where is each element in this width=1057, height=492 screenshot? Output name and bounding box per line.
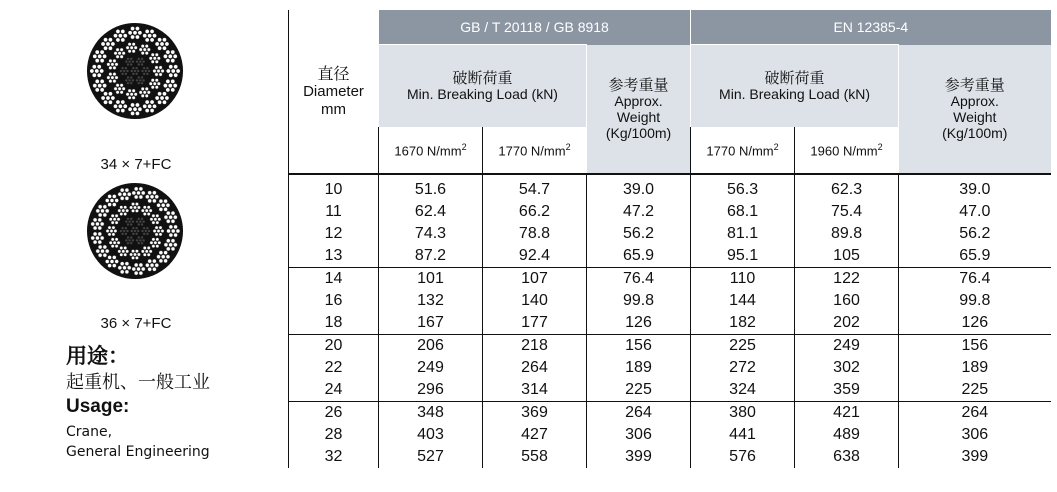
cell-en-1770-mbl: 324 [691,379,795,402]
usage-text-en-line2: General Engineering [66,444,210,460]
cell-en-1770-mbl: 68.1 [691,201,795,223]
cell-gb-weight: 56.2 [587,223,691,245]
cell-gb-1770-mbl: 54.7 [483,179,587,201]
table-row [289,357,1051,379]
cell-en-1770-mbl: 272 [691,357,795,379]
table-row [289,223,1051,245]
cell-en-1770-mbl: 225 [691,335,795,358]
cell-en-1770-mbl: 576 [691,446,795,468]
en-mbl-header-en: Min. Breaking Load (kN) [719,86,870,102]
cell-gb-1670-mbl: 348 [379,402,483,425]
cell-en-1960-mbl: 105 [795,245,899,268]
cell-gb-1770-mbl: 140 [483,290,587,312]
diameter-header-en: Diameter [303,82,364,100]
cell-en-weight: 189 [899,357,1051,379]
cell-gb-1770-mbl: 66.2 [483,201,587,223]
gb-mbl-header-cn: 破断荷重 [452,69,513,87]
cell-diameter: 32 [289,446,379,468]
cell-en-1770-mbl: 182 [691,312,795,335]
gb-weight-header [587,45,691,175]
cell-diameter: 14 [289,268,379,291]
cell-gb-weight: 65.9 [587,245,691,268]
cell-en-1960-mbl: 249 [795,335,899,358]
usage-title-en: Usage: [66,396,130,417]
cell-gb-1670-mbl: 167 [379,312,483,335]
cell-gb-weight: 306 [587,424,691,446]
table-row [289,379,1051,402]
cell-diameter: 18 [289,312,379,335]
cell-gb-weight: 225 [587,379,691,402]
cell-gb-1670-mbl: 87.2 [379,245,483,268]
cell-gb-1770-mbl: 369 [483,402,587,425]
cell-diameter: 10 [289,179,379,201]
table-row [289,446,1051,468]
cell-en-1770-mbl: 81.1 [691,223,795,245]
gb-mbl-header-en: Min. Breaking Load (kN) [407,86,558,102]
cell-gb-1770-mbl: 92.4 [483,245,587,268]
cell-gb-weight: 39.0 [587,179,691,201]
cell-en-1960-mbl: 75.4 [795,201,899,223]
cell-en-weight: 47.0 [899,201,1051,223]
cell-gb-1770-mbl: 78.8 [483,223,587,245]
en-mbl-header [691,45,899,128]
std-en-header: EN 12385-4 [691,10,1051,45]
cell-gb-weight: 47.2 [587,201,691,223]
cell-en-weight: 156 [899,335,1051,358]
diameter-header [289,10,379,174]
cell-gb-weight: 76.4 [587,268,691,291]
cell-en-1960-mbl: 359 [795,379,899,402]
cell-en-weight: 399 [899,446,1051,468]
cell-gb-1670-mbl: 527 [379,446,483,468]
cell-en-weight: 99.8 [899,290,1051,312]
en-weight-header-en1: Approx. [950,92,999,109]
cell-en-1960-mbl: 489 [795,424,899,446]
cell-en-1770-mbl: 110 [691,268,795,291]
en-grade-1770-header: 1770 $N/mm^2$ [691,127,795,174]
cell-gb-1670-mbl: 296 [379,379,483,402]
cell-en-1960-mbl: 89.8 [795,223,899,245]
cell-en-1960-mbl: 421 [795,402,899,425]
cell-gb-weight: 126 [587,312,691,335]
cell-gb-1670-mbl: 74.3 [379,223,483,245]
cell-gb-1670-mbl: 249 [379,357,483,379]
cell-gb-1670-mbl: 403 [379,424,483,446]
cell-en-weight: 39.0 [899,179,1051,201]
left-panel [48,10,288,472]
en-weight-header-en2: Weight [953,108,997,125]
gb-grade-1770-header: 1770 $N/mm^2$ [483,127,587,174]
cell-en-1960-mbl: 122 [795,268,899,291]
cell-en-weight: 306 [899,424,1051,446]
cell-en-1960-mbl: 202 [795,312,899,335]
cell-en-1960-mbl: 302 [795,357,899,379]
gb-grade-1670-header: 1670 $N/mm^2$ [379,127,483,174]
diameter-header-cn: 直径 [317,63,350,83]
en-weight-header [899,45,1051,175]
cell-en-weight: 65.9 [899,245,1051,268]
std-gb-header: GB / T 20118 / GB 8918 [379,10,691,45]
cell-diameter: 11 [289,201,379,223]
cell-en-1770-mbl: 144 [691,290,795,312]
cell-gb-weight: 189 [587,357,691,379]
rope-caption-2: 36 × 7+FC [100,315,172,332]
cell-gb-1670-mbl: 51.6 [379,179,483,201]
cell-gb-1770-mbl: 558 [483,446,587,468]
table-row [289,312,1051,335]
gb-weight-header-en2: Weight [616,108,661,125]
gb-weight-header-cn: 参考重量 [608,75,669,94]
cell-diameter: 22 [289,357,379,379]
usage-text-cn: 起重机、一般工业 [66,372,210,393]
cell-en-1960-mbl: 62.3 [795,179,899,201]
cell-en-1770-mbl: 441 [691,424,795,446]
cell-en-weight: 126 [899,312,1051,335]
cell-diameter: 16 [289,290,379,312]
cell-en-1770-mbl: 56.3 [691,179,795,201]
table-row [289,201,1051,223]
cell-en-1960-mbl: 160 [795,290,899,312]
gb-weight-header-en1: Approx. [614,92,663,109]
cell-gb-weight: 156 [587,335,691,358]
cell-diameter: 28 [289,424,379,446]
table-row [289,290,1051,312]
table-row [289,268,1051,291]
cell-diameter: 20 [289,335,379,358]
en-weight-header-unit: (Kg/100m) [942,124,1008,141]
cell-gb-weight: 99.8 [587,290,691,312]
cell-gb-1670-mbl: 62.4 [379,201,483,223]
diameter-header-unit: mm [321,100,346,118]
gb-mbl-header [379,45,587,128]
cell-en-weight: 56.2 [899,223,1051,245]
usage-text-en-line1: Crane, [66,424,113,440]
table-row [289,402,1051,425]
cell-en-1770-mbl: 95.1 [691,245,795,268]
rope-caption-1: 34 × 7+FC [100,156,172,173]
cell-gb-1670-mbl: 101 [379,268,483,291]
spec-table-body [289,174,1051,468]
cell-gb-1770-mbl: 218 [483,335,587,358]
gb-weight-header-unit: (Kg/100m) [605,124,672,141]
cell-gb-1770-mbl: 264 [483,357,587,379]
cell-gb-1770-mbl: 107 [483,268,587,291]
cell-en-weight: 76.4 [899,268,1051,291]
spec-table [288,10,1051,468]
cell-gb-1770-mbl: 427 [483,424,587,446]
cell-en-weight: 225 [899,379,1051,402]
cell-en-1960-mbl: 638 [795,446,899,468]
cell-gb-1670-mbl: 132 [379,290,483,312]
cell-gb-weight: 264 [587,402,691,425]
cell-gb-1670-mbl: 206 [379,335,483,358]
table-row [289,245,1051,268]
rope-34x7-cross-section-icon [86,22,184,120]
cell-gb-1770-mbl: 314 [483,379,587,402]
table-row [289,424,1051,446]
cell-gb-weight: 399 [587,446,691,468]
en-weight-header-cn: 参考重量 [944,75,1005,94]
cell-diameter: 26 [289,402,379,425]
cell-gb-1770-mbl: 177 [483,312,587,335]
cell-diameter: 12 [289,223,379,245]
en-mbl-header-cn: 破断荷重 [764,69,825,87]
cell-en-1770-mbl: 380 [691,402,795,425]
table-row [289,335,1051,358]
usage-title-cn: 用途： [66,344,129,368]
cell-en-weight: 264 [899,402,1051,425]
en-grade-1960-header: 1960 $N/mm^2$ [795,127,899,174]
table-row [289,179,1051,201]
cell-diameter: 24 [289,379,379,402]
rope-36x7-cross-section-icon [86,182,184,280]
cell-diameter: 13 [289,245,379,268]
